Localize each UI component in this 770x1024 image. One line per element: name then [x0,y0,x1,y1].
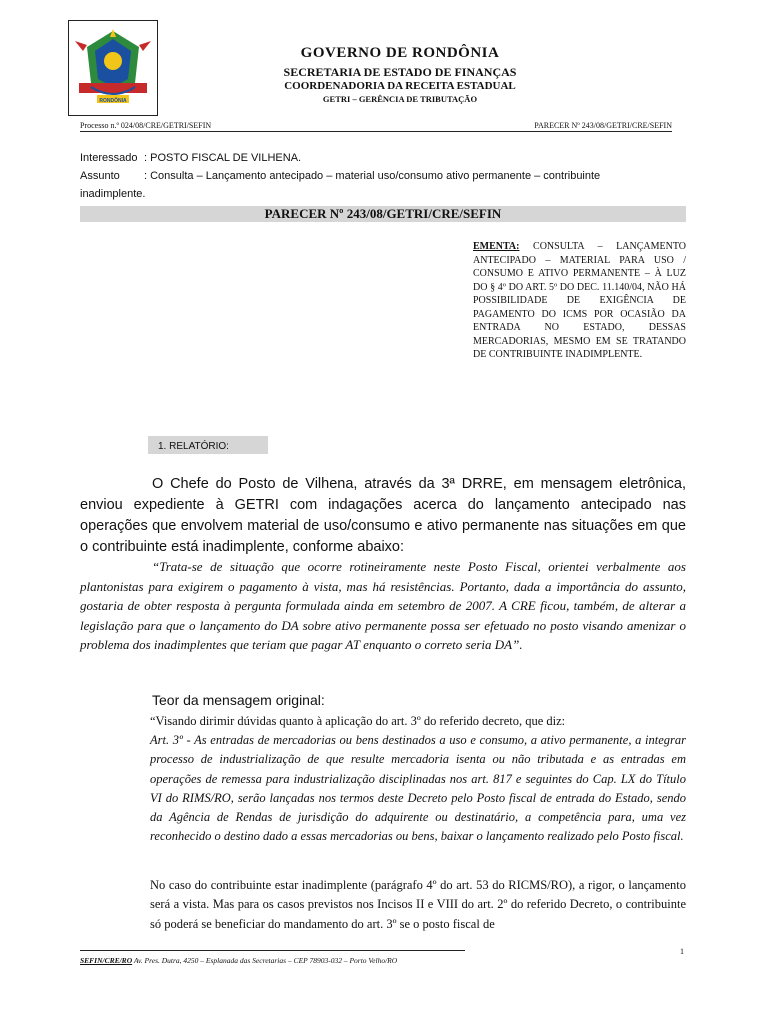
teor-heading: Teor da mensagem original: [152,692,325,708]
header-secretaria: SECRETARIA DE ESTADO DE FINANÇAS [283,65,517,79]
coat-of-arms-logo [68,20,158,116]
teor-article-text: Art. 3º - As entradas de mercadorias ou bens destinados a uso e consumo, a ativo permanente, a integrar processo de industrialização de que resulte mercadoria isenta ou não tributada e as entradas em operações de remessa para industrialização disciplinadas nos art. 817 e seguintes do Cap. LX do Título VI do RIMS/RO, serão lançadas nos termos deste Decreto pelo Posto fiscal de entrada do Estado, sendo da Agência de Rendas de jurisdição do adquirente ou destinatário, a competência para, uma vez reconhecido o destino dado a essas mercadorias ou bens, baixar o lançamento realizado pelo Posto fiscal. [150,733,686,844]
footer-address [80,956,397,965]
logo-text: RONDÔNIA [99,98,127,104]
document-title: PARECER Nº 243/08/GETRI/CRE/SEFIN [80,206,686,222]
footer-divider [80,950,465,951]
footer-org: SEFIN/CRE/RO [80,956,133,965]
interessado-label: Interessado [80,152,138,164]
interessado-line [80,152,301,164]
ementa-label: EMENTA: [473,241,520,252]
processo-number: Processo n.º 024/08/CRE/GETRI/SEFIN [80,121,212,130]
teor-last-paragraph: No caso do contribuinte estar inadimplente (parágrafo 4º do art. 53 do RICMS/RO), a rigor, o lançamento será a vista. Mas para os casos previstos nos Incisos II e VIII do art. 2º do referido Decreto, o contribuinte só poderá se beneficiar do mandamento do art. 3º se o posto fiscal de [150,878,686,931]
ementa-text: CONSULTA – LANÇAMENTO ANTECIPADO – MATERIAL PARA USO / CONSUMO E ATIVO PERMANENTE – À LUZ DO § 4º DO ART. 5º DO DEC. 11.140/04, NÃO HÁ POSSIBILIDADE DE EXIGÊNCIA DE PAGAMENTO DO ICMS POR OCASIÃO DA ENTRADA NO ESTADO, DESSAS MERCADORIAS, MESMO EM SE TRATANDO DE CONTRIBUINTE INADIMPLENTE. [473,241,686,360]
assunto-label: Assunto [80,170,120,182]
quoted-message: “Trata-se de situação que ocorre rotineiramente neste Posto Fiscal, orientei verbalmente aos plantonistas para exigirem o pagamento à vista, mas há resistências. Portanto, dada a importância do assunto, gostaria de obter resposta à pergunta formulada ainda em setembro de 2007. A CRE ficou, também, de alterar a legislação para que o lançamento do DA sobre ativo permanente possa ser efetuado no posto visando amenizar o problema dos inadimplentes que teriam que pagar AT enquanto o correto seria DA”. [80,559,686,652]
header-coordenadoria: COORDENADORIA DA RECEITA ESTADUAL [284,80,516,92]
teor-intro: “Visando dirimir dúvidas quanto à aplicação do art. 3º do referido decreto, que diz: [150,714,566,728]
footer-address-text: Av. Pres. Dutra, 4250 – Esplanada das Secretarias – CEP 78903-032 – Porto Velho/RO [132,956,398,965]
assunto-line [80,170,600,182]
parecer-reference: PARECER Nº 243/08/GETRI/CRE/SEFIN [534,121,672,130]
interessado-value: : POSTO FISCAL DE VILHENA. [144,152,302,164]
ementa-block [473,240,686,362]
section-heading-relatorio: 1. RELATÓRIO: [148,436,268,454]
header-getri: GETRI – GERÊNCIA DE TRIBUTAÇÃO [322,94,478,104]
header-divider [80,131,672,132]
header-government: GOVERNO DE RONDÔNIA [300,45,500,61]
page-number: 1 [680,947,684,956]
assunto-value: : Consulta – Lançamento antecipado – material uso/consumo ativo permanente – contribuinte [144,170,601,182]
assunto-continuation: inadimplente. [80,188,146,200]
paragraph-relatorio: O Chefe do Posto de Vilhena, através da 3ª DRRE, em mensagem eletrônica, enviou expediente à GETRI com indagações acerca do lançamento antecipado nas operações que envolvem material de uso/consumo e ativo permanente nas situações em que o contribuinte está inadimplente, conforme abaixo: [80,476,686,555]
